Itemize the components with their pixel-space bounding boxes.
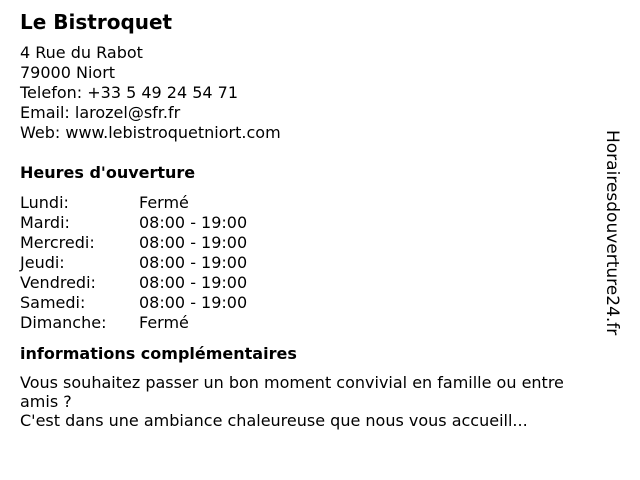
additional-info-heading: informations complémentaires: [20, 344, 297, 363]
hours-day-label: Mardi:: [20, 213, 70, 232]
contact-block: [20, 43, 600, 143]
business-card: [20, 10, 600, 430]
hours-day-label: Samedi:: [20, 293, 86, 312]
hours-time-value: 08:00 - 19:00: [139, 253, 248, 272]
hours-time-value: 08:00 - 19:00: [139, 213, 248, 232]
hours-time-value: 08:00 - 19:00: [139, 293, 248, 312]
info-paragraph-line: Vous souhaitez passer un bon moment convivial en famille ou entre amis ?: [20, 373, 564, 411]
additional-info-text: [20, 373, 600, 430]
hours-day-label: Dimanche:: [20, 313, 107, 332]
hours-day-label: Lundi:: [20, 193, 69, 212]
opening-hours-heading: Heures d'ouverture: [20, 163, 196, 182]
business-name: Le Bistroquet: [20, 10, 173, 34]
hours-row-friday: [20, 273, 600, 293]
opening-hours-table: [20, 193, 600, 333]
hours-time-value: Fermé: [139, 313, 189, 332]
hours-day-label: Mercredi:: [20, 233, 95, 252]
hours-time-value: 08:00 - 19:00: [139, 273, 248, 292]
address-line-street: 4 Rue du Rabot: [20, 43, 143, 62]
hours-time-value: Fermé: [139, 193, 189, 212]
hours-day-label: Jeudi:: [20, 253, 65, 272]
hours-time-value: 08:00 - 19:00: [139, 233, 248, 252]
hours-row-wednesday: [20, 233, 600, 253]
hours-day-label: Vendredi:: [20, 273, 96, 292]
hours-row-thursday: [20, 253, 600, 273]
email-line: Email: larozel@sfr.fr: [20, 103, 181, 122]
info-paragraph-line: C'est dans une ambiance chaleureuse que nous vous accueill...: [20, 411, 528, 430]
hours-row-monday: [20, 193, 600, 213]
phone-line: Telefon: +33 5 49 24 54 71: [20, 83, 239, 102]
hours-row-saturday: [20, 293, 600, 313]
hours-row-sunday: [20, 313, 600, 333]
site-watermark: Horairesdouverture24.fr: [602, 130, 622, 336]
address-line-city: 79000 Niort: [20, 63, 116, 82]
hours-row-tuesday: [20, 213, 600, 233]
website-line: Web: www.lebistroquetniort.com: [20, 123, 281, 142]
